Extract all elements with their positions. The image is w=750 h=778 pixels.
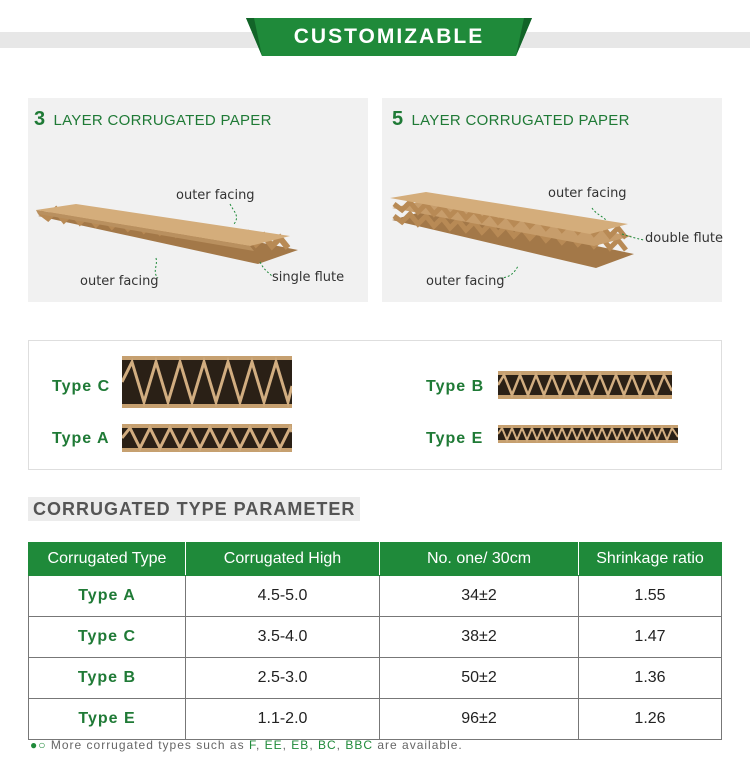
table-row xyxy=(29,617,722,658)
type-b-sample xyxy=(498,371,672,399)
cell-shrinkage: 1.55 xyxy=(579,576,722,617)
header-corrugated-type: Corrugated Type xyxy=(29,543,186,576)
parameter-table xyxy=(28,542,722,740)
panel-5-outer-facing-bottom: outer facing xyxy=(426,274,505,289)
panel-5-title xyxy=(392,108,630,131)
cell-count: 38±2 xyxy=(380,617,579,658)
table-row xyxy=(29,658,722,699)
panel-3-outer-facing-top: outer facing xyxy=(176,188,255,203)
cell-shrinkage: 1.26 xyxy=(579,699,722,740)
table-row xyxy=(29,699,722,740)
table-header-row xyxy=(29,543,722,576)
panel-3-title xyxy=(34,108,272,131)
panel-3-title-text: LAYER CORRUGATED PAPER xyxy=(53,112,272,129)
cell-count: 96±2 xyxy=(380,699,579,740)
type-e-sample xyxy=(498,425,678,443)
panel-3-outer-facing-bottom: outer facing xyxy=(80,274,159,289)
cell-count: 34±2 xyxy=(380,576,579,617)
panel-3-flute-label: single flute xyxy=(272,270,345,285)
panel-5-title-text: LAYER CORRUGATED PAPER xyxy=(411,112,630,129)
cell-type: Type A xyxy=(29,576,186,617)
cell-high: 3.5-4.0 xyxy=(186,617,380,658)
panel-5-outer-facing-top: outer facing xyxy=(548,186,627,201)
type-b-label: Type B xyxy=(426,378,485,395)
cell-type: Type C xyxy=(29,617,186,658)
type-a-label: Type A xyxy=(52,430,110,447)
type-a-sample xyxy=(122,424,292,452)
cell-type: Type E xyxy=(29,699,186,740)
cell-high: 2.5-3.0 xyxy=(186,658,380,699)
cell-high: 1.1-2.0 xyxy=(186,699,380,740)
panel-3-number: 3 xyxy=(34,108,46,130)
header-shrinkage-ratio: Shrinkage ratio xyxy=(579,543,722,576)
bullet-icon: ●○ xyxy=(30,738,47,752)
type-c-label: Type C xyxy=(52,378,111,395)
panel-5-number: 5 xyxy=(392,108,404,130)
cell-high: 4.5-5.0 xyxy=(186,576,380,617)
banner-title: CUSTOMIZABLE xyxy=(293,25,485,48)
type-bc: BC xyxy=(317,738,337,752)
cell-shrinkage: 1.47 xyxy=(579,617,722,658)
footnote: ●○ More corrugated types such as F, EE, EB, BC, BBC are available. xyxy=(30,738,463,752)
type-c-sample xyxy=(122,356,292,408)
cell-count: 50±2 xyxy=(380,658,579,699)
cell-type: Type B xyxy=(29,658,186,699)
type-eb: EB xyxy=(291,738,310,752)
parameter-section-title: CORRUGATED TYPE PARAMETER xyxy=(28,497,360,521)
header-count-per-30cm: No. one/ 30cm xyxy=(380,543,579,576)
type-e-label: Type E xyxy=(426,430,484,447)
type-ee: EE xyxy=(264,738,283,752)
footnote-suffix: are available. xyxy=(377,738,463,752)
cell-shrinkage: 1.36 xyxy=(579,658,722,699)
panel-5-flute-label: double flute xyxy=(645,231,723,246)
header-corrugated-high: Corrugated High xyxy=(186,543,380,576)
footnote-prefix: More corrugated types such as xyxy=(50,738,245,752)
type-bbc: BBC xyxy=(345,738,374,752)
type-f: F xyxy=(248,738,256,752)
table-row xyxy=(29,576,722,617)
